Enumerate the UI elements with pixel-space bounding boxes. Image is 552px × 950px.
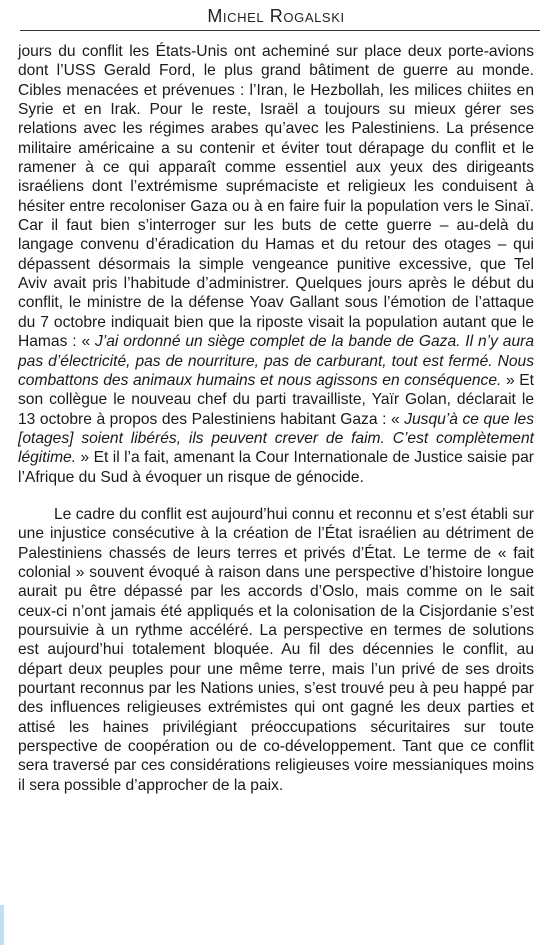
gallant-quote: J’ai ordonné un siège complet de la bande de Gaza. Il n’y aura pas d’électricité, pas de nourriture, pas de carburant, tout est fermé. Nous combattons des animaux humains et nous agissons en conséquence. [18,333,534,389]
paragraph-1-run: » Et il l’a fait, amenant la Cour Internationale de Justice saisie par l’Afrique du Sud à évoquer un risque de génocide. [18,449,534,486]
article-body [18,42,534,795]
paragraph-1 [18,42,534,487]
golan-quote: Jusqu’à ce que les [otages] soient libérés, ils peuvent crever de faim. C’est complètement légitime. [18,410,534,467]
paragraph-1-run: » Et son collègue le nouveau chef du parti travailliste, Yaïr Golan, déclarait le 13 octobre à propos des Palestiniens habitant Gaza : « [18,371,534,428]
header-rule [20,30,540,31]
author-name: Michel Rogalski [207,6,345,26]
page-header [0,0,552,36]
paragraph-2: Le cadre du conflit est aujourd’hui connu et reconnu et s’est établi sur une injustice consécutive à la création de l’État israélien au détriment de Palestiniens chassés de leurs terres et privés d’État. Le terme de « fait colonial » souvent évoqué à raison dans une perspective d’histoire longue aurait pu être dépassé par les accords d’Oslo, mais comme on le sait ceux-ci n’ont jamais été appliqués et la colonisation de la Cisjordanie s’est poursuivie à un rythme accéléré. La perspective en termes de solutions est aujourd’hui totalement bloquée. Au fil des décennies le conflit, au départ deux peuples pour une même terre, mais l’un privé de ses droits pourtant reconnus par les Nations unies, s’est trouvé peu à peu happé par des influences religieuses extrémistes qui ont gagné les deux parties et attisé les haines privilégiant préoccupations sécuritaires sur toute perspective de coopération ou de co-développement. Tant que ce conflit sera traversé par ces considérations religieuses voire messianiques moins il sera possible d’approcher de la paix. [18,505,534,794]
margin-color-mark [0,905,4,945]
paragraph-1-run: jours du conflit les États-Unis ont acheminé sur place deux porte-avions dont l’USS Gerald Ford, le plus grand bâtiment de guerre au monde. Cibles menacées et prévenues : l’Iran, le Hezbollah, les milices chiites en Syrie et en Irak. Pour le reste, Israël a toujours su mieux gérer ses relations avec les régimes arabes qu’avec les Palestiniens. La présence militaire américaine a su contenir et éviter tout dérapage du conflit et le ramener à ce qui apparaît comme essentiel aux yeux des dirigeants israéliens dont l’extrémisme suprémaciste et religieux les conduisent à hésiter entre recoloniser Gaza ou à en faire fuir la population vers le Sinaï. Car il faut bien s’interroger sur les buts de cette guerre – au-delà du langage convenu d’éradication du Hamas et du retour des otages – qui dépassent désormais la simple vengeance punitive excessive, que Tel Aviv avait pris l’habitude d’administrer. Quelques jours après le début du conflit, le ministre de la défense Yoav Gallant sous l’émotion de l’attaque du 7 octobre indiquait bien que la riposte visait la population autant que le Hamas : « [18,43,534,351]
